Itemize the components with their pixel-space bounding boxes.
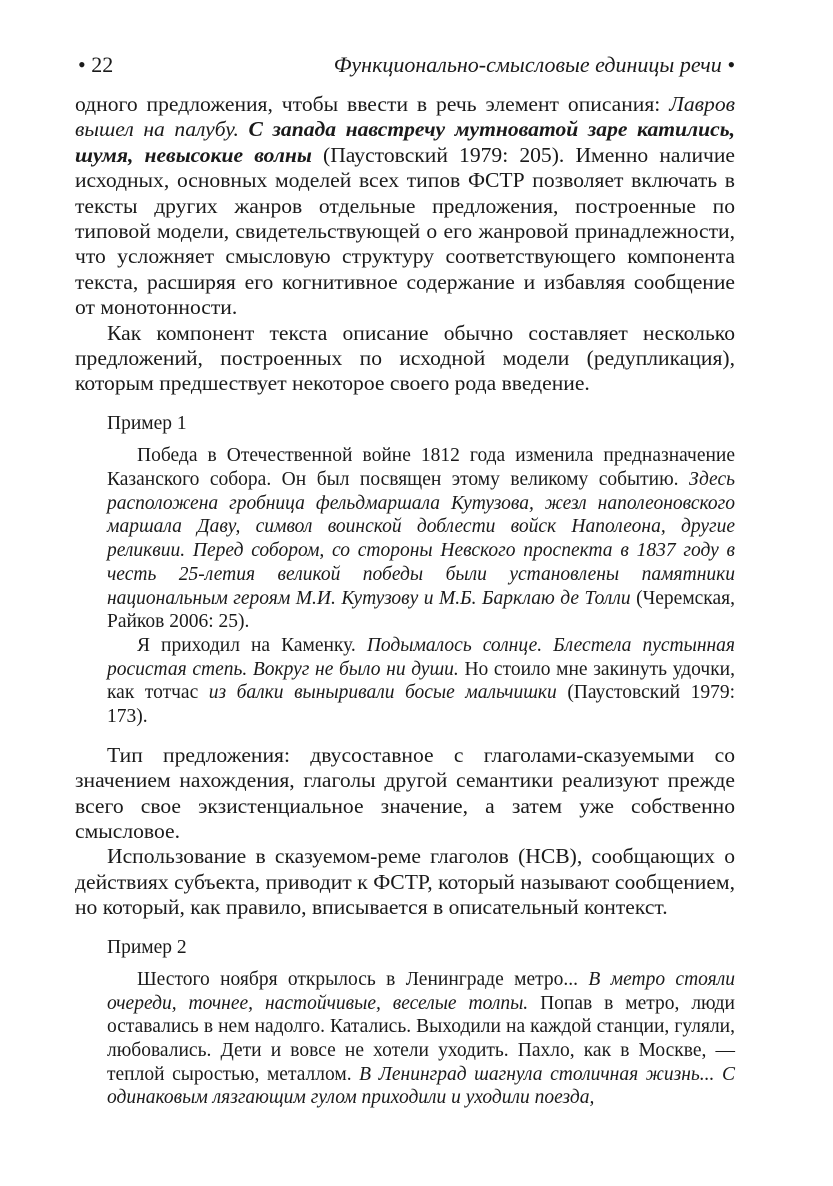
paragraph-4: Использование в сказуемом-реме глаголов (НСВ), сообщающих о действиях субъекта, приводит к ФСТР, который называют сообщением, но который, как правило, вписывается в описательный контекст. xyxy=(75,844,735,920)
text-run: Лавров вышел на палубу. xyxy=(75,92,735,142)
page-number: • 22 xyxy=(78,52,114,77)
paragraph-2: Как компонент текста описание обычно составляет несколько предложений, построенных по исходной модели (редупликация), которым предшествует некоторое своего рода введение. xyxy=(75,320,735,396)
text-run: Я приходил на Каменку. xyxy=(137,634,367,656)
running-title: Функционально-смысловые единицы речи • xyxy=(333,52,735,77)
page-header xyxy=(78,52,735,82)
text-run: из балки выныривали босые мальчишки xyxy=(208,682,557,704)
example-2-block xyxy=(107,968,735,1110)
paragraph-3: Тип предложения: двусоставное с глаголами-сказуемыми со значением нахождения, глаголы другой семантики реализуют прежде всего свое экзистенциальное значение, а затем уже собственно смысловое. xyxy=(75,742,735,843)
text-run: С запада навстречу мутноватой заре катились, шумя, невысокие волны xyxy=(75,117,735,167)
text-run: Подымалось солнце. Блестела пустынная росистая степь. Вокруг не было ни души. xyxy=(107,634,735,680)
text-run: (Черемская, Райков 2006: 25). xyxy=(107,587,735,633)
text-run: Шестого ноября открылось в Ленинграде метро... xyxy=(137,968,589,990)
text-run: Но стоило мне закинуть удочки, как тотчас xyxy=(107,658,735,704)
text-run: В метро стояли очереди, точнее, настойчивые, веселые толпы. xyxy=(107,968,735,1014)
example-2-paragraph-1 xyxy=(107,968,735,1110)
text-run: В Ленинград шагнула столичная жизнь... С одинаковым лязгающим гулом приходили и уходили поезда, xyxy=(107,1063,736,1109)
text-run: Здесь расположена гробница фельдмаршала Кутузова, жезл наполеоновского маршала Даву, символ воинской доблести войск Наполеона, другие реликвии. Перед собором, со стороны Невского проспекта в 1837 году в честь 25-летия великой победы были установлены памятники национальным героям М.И. Кутузову и М.Б. Барклаю де Толли xyxy=(107,468,735,609)
example-1-paragraph-1 xyxy=(107,444,735,634)
text-run: (Паустовский 1979: 205). Именно наличие исходных, основных моделей всех типов ФСТР позволяет включать в тексты других жанров отдельные предложения, построенные по типовой модели, свидетельствующей о его жанровой принадлежности, что усложняет смысловую структуру соответствующего компонента текста, расширяя его когнитивное содержание и избавляя сообщение от монотонности. xyxy=(75,142,736,320)
text-run: одного предложения, чтобы ввести в речь элемент описания: xyxy=(75,92,670,116)
example-1-paragraph-2 xyxy=(107,634,735,729)
paragraph-1 xyxy=(75,92,735,321)
text-run: Попав в метро, люди оставались в нем надолго. Катались. Выходили на каждой станции, гуляли, любовались. Дети и вовсе не хотели уходить. Пахло, как в Москве, — теплой сыростью, металлом. xyxy=(107,992,735,1085)
example-1-label: Пример 1 xyxy=(107,412,187,434)
example-1-block xyxy=(107,444,735,728)
text-run: (Паустовский 1979: 173). xyxy=(107,682,736,728)
main-text xyxy=(75,92,735,1124)
text-run: Победа в Отечественной войне 1812 года изменила предназначение Казанского собора. Он был посвящен этому великому событию. xyxy=(107,445,735,490)
example-2-label: Пример 2 xyxy=(107,936,187,958)
